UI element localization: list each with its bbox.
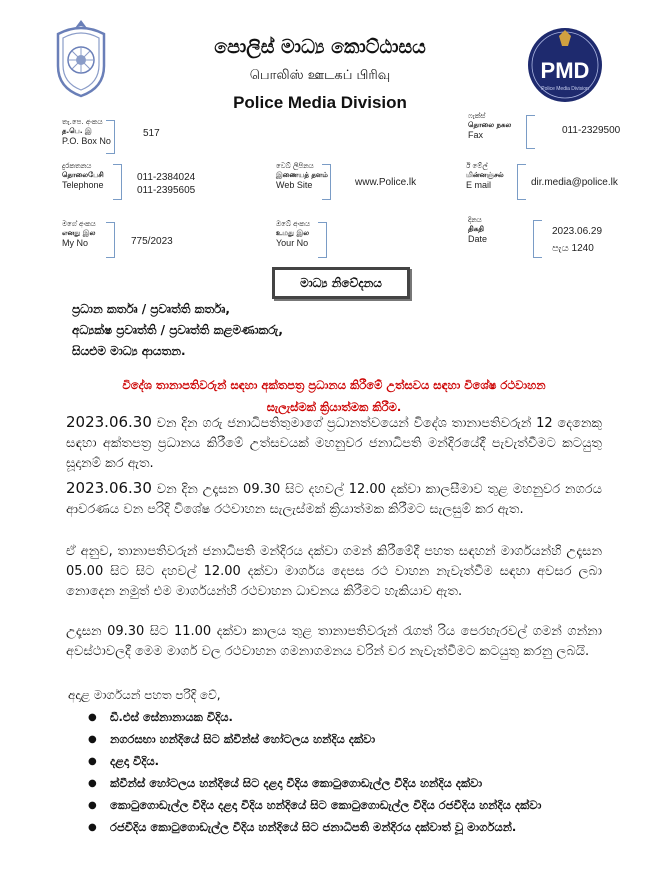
your-no-label: ඔබේ අංකය உமது இல Your No <box>276 220 310 248</box>
pmd-logo-text: PMD <box>540 58 590 83</box>
website-bracket <box>322 164 331 200</box>
email-label: ඊ මේල් மின்னஞ்சல் E mail <box>466 162 504 190</box>
fax-bracket <box>526 115 535 149</box>
date-value: 2023.06.29 <box>552 226 603 237</box>
pmd-logo-subtext: Police Media Division <box>541 86 589 92</box>
po-box-value: 517 <box>143 128 160 139</box>
telephone-value-1: 011-2384024 <box>137 172 196 183</box>
route-item: ● කොටුගොඩැල්ල වීදිය දළදා වීදිය හන්දියේ සිට කොටුගොඩැල්ල වීදිය රජවීදිය හන්දිය දක්වා <box>80 796 604 815</box>
my-no-label: මගේ අංකය எனது இல My No <box>62 220 96 248</box>
website-value: www.Police.lk <box>355 177 417 188</box>
time-value: පැය 1240 <box>552 243 594 254</box>
subject-heading: විදේශ තානාපතිවරුන් සඳහා අක්තපත්‍ර ප්‍රධානය කිරීමේ උත්සවය සඳහා විශේෂ රථවාහන සැලැස්මක් ක්‍රියාත්මක කිරීම. <box>122 378 546 414</box>
pmd-logo <box>526 26 604 104</box>
telephone-bracket <box>113 164 122 200</box>
po-box-label: තැ.පෙ. අංකය த.பெ. இ P.O. Box No <box>62 118 111 146</box>
my-no-bracket <box>106 222 115 258</box>
routes-intro: අදාළ මාර්ගයන් පහත පරිදි වේ, <box>68 688 221 702</box>
paragraph-4: උදෑසන 09.30 සිට 11.00 දක්වා කාලය තුළ තානාපතිවරුන් රැගත් රිය පෙරහැරවල් ගමන් ගන්නා අවස්ථාවලදී මෙම මාර්ග වල රථවාහන ගමනාගමනය වරින් වර නැවැත්වීමට කටයුතු කරනු ලබයි. <box>66 624 602 659</box>
paragraph-2: 2023.06.30 වන දින උදෑසන 09.30 සිට දහවල් 12.00 දක්වා කාලසීමාව තුළ මහනුවර නගරය ආවරණය වන පරිදි විශේෂ රථවාහන සැලැස්මක් ක්‍රියාත්මක කිරීමට සැලසුම් කර ඇත. <box>66 479 602 517</box>
org-name-tamil: பொலிஸ் ஊடகப் பிரிவு <box>249 68 391 83</box>
media-notice-title: මාධ්‍ය නිවේදනය <box>272 267 410 299</box>
recipient-line-1: ප්‍රධාන කර්තෘ / ප්‍රවෘත්ති කර්තෘ, <box>72 302 230 316</box>
route-item: ● දළදා වීදිය. <box>80 752 604 771</box>
email-value: dir.media@police.lk <box>531 177 618 188</box>
org-name-english: Police Media Division <box>233 93 407 112</box>
sri-lanka-police-crest <box>52 18 110 98</box>
paragraph-3: ඒ අනුව, තානාපතිවරුන් ජනාධිපති මන්දිරය දක්වා ගමන් කිරීමේදී පහත සඳහන් මාර්ගයන්හි උදෑසන 05.00 සිට සිට දහවල් 12.00 දක්වා මාර්ගය දෙපස රථ වාහන නැවැත්වීම සඳහා අවසර ලබා නොදෙන නමුත් එම මාර්ගයන්හි රථවාහන ධාවනය කිරීමට හැකියාව ඇත. <box>66 544 602 599</box>
your-no-bracket <box>318 222 327 258</box>
date-bracket <box>533 220 542 258</box>
telephone-label: දුරකතනය தொலைபேசி Telephone <box>62 162 104 190</box>
date-label: දිනය திகதி Date <box>468 216 488 244</box>
paragraph-1: 2023.06.30 වන දින ගරු ජනාධිපතිතුමාගේ ප්‍රධානත්වයෙන් විදේශ තානාපතිවරුන් 12 දෙනෙකු සඳහා අක්තපත්‍ර ප්‍රධානය කිරීමේ උත්සවයක් මහනුවර ජනාධිපති මන්දිරයේදී පැවැත්වීමට කටයුතු සූදානම් කර ඇත. <box>66 413 602 471</box>
route-item: ● රජවීදිය කොටුගොඩැල්ල වීදිය හන්දියේ සිට ජනාධිපති මන්දිරය දක්වාත් වූ මාර්ගයන්. <box>80 818 604 837</box>
my-no-value: 775/2023 <box>131 236 173 247</box>
recipient-line-3: සියළුම මාධ්‍ය ආයතන. <box>72 344 186 358</box>
telephone-value-2: 011-2395605 <box>137 185 196 196</box>
route-item: ● ඩී.එස් සේනානායක වීදිය. <box>80 708 604 727</box>
org-name-sinhala: පොලිස් මාධ්‍ය කොට්ඨාසය <box>214 36 426 58</box>
email-bracket <box>517 164 526 200</box>
route-item: ● ක්වීන්ස් හෝටලය හන්දියේ සිට දළදා වීදිය කොටුගොඩැල්ල වීදිය හන්දිය දක්වා <box>80 774 604 793</box>
fax-value: 011-2329500 <box>562 125 621 136</box>
website-label: වෙබ් ලිපිනය இணையத் தளம் Web Site <box>276 162 328 190</box>
route-item: ● නගරසභා හන්දියේ සිට ක්වීන්ස් හෝටලය හන්දිය දක්වා <box>80 730 604 749</box>
fax-label: ෆැක්ස් தொலை நகல Fax <box>468 112 512 140</box>
routes-list <box>80 708 604 840</box>
po-box-bracket <box>106 120 115 154</box>
recipient-line-2: අධ්‍යක්ෂ ප්‍රවෘත්ති / ප්‍රවෘත්ති කළමණාකරු, <box>72 323 283 337</box>
